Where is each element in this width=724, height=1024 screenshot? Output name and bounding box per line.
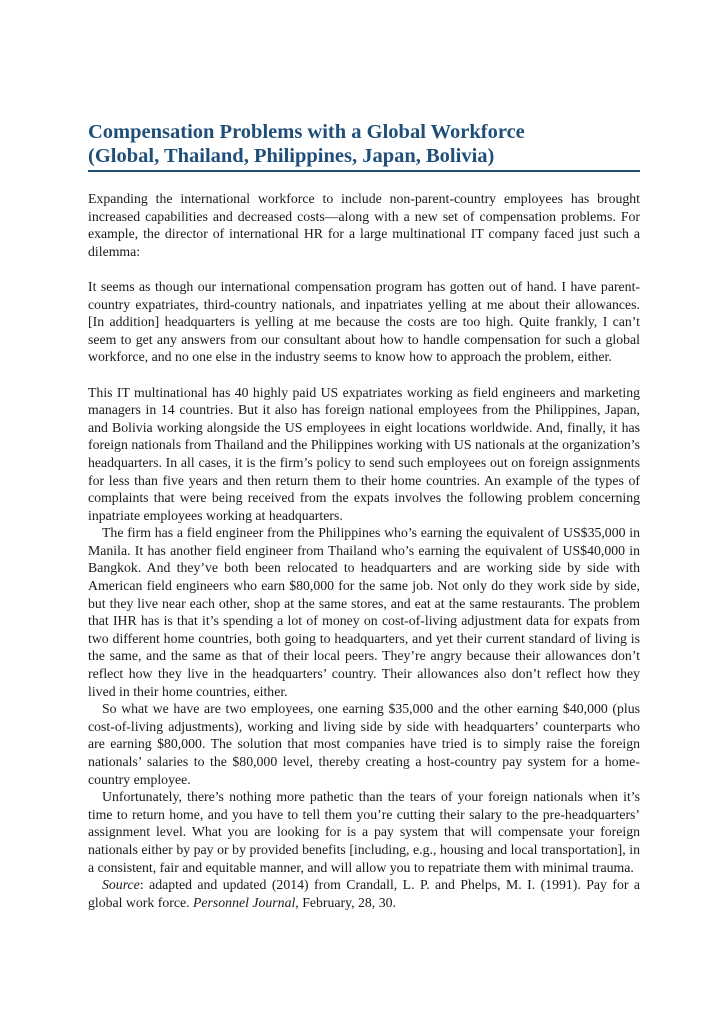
source-citation	[88, 876, 640, 911]
paragraph-2: The firm has a field engineer from the Philippines who’s earning the equivalent of US$35,000 in Manila. It has another field engineer from Thailand who’s earning the equivalent of US$40,000 in Bangkok. And they’ve both been relocated to headquarters and are working side by side with American field engineers who earn $80,000 for the same job. Not only do they work side by side, but they live near each other, shop at the same stores, and eat at the same restaurants. The problem that IHR has is that it’s spending a lot of money on cost-of-living adjustment data for expats from two different home countries, both going to headquarters, and yet their current standard of living is the same, and the same as that of their local peers. They’re angry because their allowances don’t reflect how they live in the headquarters’ country. Their allowances also don’t reflect how they lived in their home countries, either.	[88, 525, 640, 699]
source-text-1: : adapted and updated (2014) from Crandall, L. P. and Phelps, M. I. (1991). Pay for a global work force.	[88, 877, 640, 910]
journal-name: Personnel Journal	[192, 894, 296, 910]
title-line-1: Compensation Problems with a Global Workforce	[88, 121, 525, 143]
intro-paragraph: Expanding the international workforce to include non-parent-country employees has brought increased capabilities and decreased costs—along with a new set of compensation problems. For example, the director of international HR for a large multinational IT company faced just such a dilemma:	[88, 191, 640, 259]
director-quote: It seems as though our international compensation program has gotten out of hand. I have parent-country expatriates, third-country nationals, and inpatriates yelling at me about their allowances. [In addition] headquarters is yelling at me because the costs are too high. Quite frankly, I can’t seem to get any answers from our consultant about how to handle compensation for such a global workforce, and no one else in the industry seems to know how to approach the problem, either.	[88, 278, 640, 365]
paragraph-4: Unfortunately, there’s nothing more pathetic than the tears of your foreign nationals when it’s time to return home, and you have to tell them you’re cutting their salary to the pre-headquarters’ assignment level. What you are looking for is a pay system that will compensate your foreign nationals either by pay or by provided benefits [including, e.g., housing and local transportation], in a consistent, fair and equitable manner, and will allow you to repatriate them with minimal trauma.	[88, 789, 640, 875]
title-line-2: (Global, Thailand, Philippines, Japan, Bolivia)	[88, 145, 495, 167]
source-text-2: , February, 28, 30.	[295, 894, 396, 910]
article-body	[88, 190, 640, 911]
paragraph-3: So what we have are two employees, one earning $35,000 and the other earning $40,000 (plus cost-of-living adjustments), working and living side by side with headquarters’ counterparts who are earning $80,000. The solution that most companies have tried is to simply raise the foreign nationals’ salaries to the $80,000 level, thereby creating a host-country pay system for a home-country employee.	[88, 701, 640, 787]
source-label: Source	[102, 877, 140, 893]
paragraph-1: This IT multinational has 40 highly paid US expatriates working as field engineers and marketing managers in 14 countries. But it also has foreign national employees from the Philippines, Japan, and Bolivia working alongside the US employees in eight locations worldwide. And, finally, it has foreign nationals from Thailand and the Philippines working with US nationals at the organization’s headquarters. In all cases, it is the firm’s policy to send such employees out on foreign assignments for less than five years and then return them to their home countries. An example of the types of complaints that were being received from the expats involves the following problem concerning inpatriate employees working at headquarters.	[88, 384, 640, 523]
page-title	[88, 120, 640, 172]
